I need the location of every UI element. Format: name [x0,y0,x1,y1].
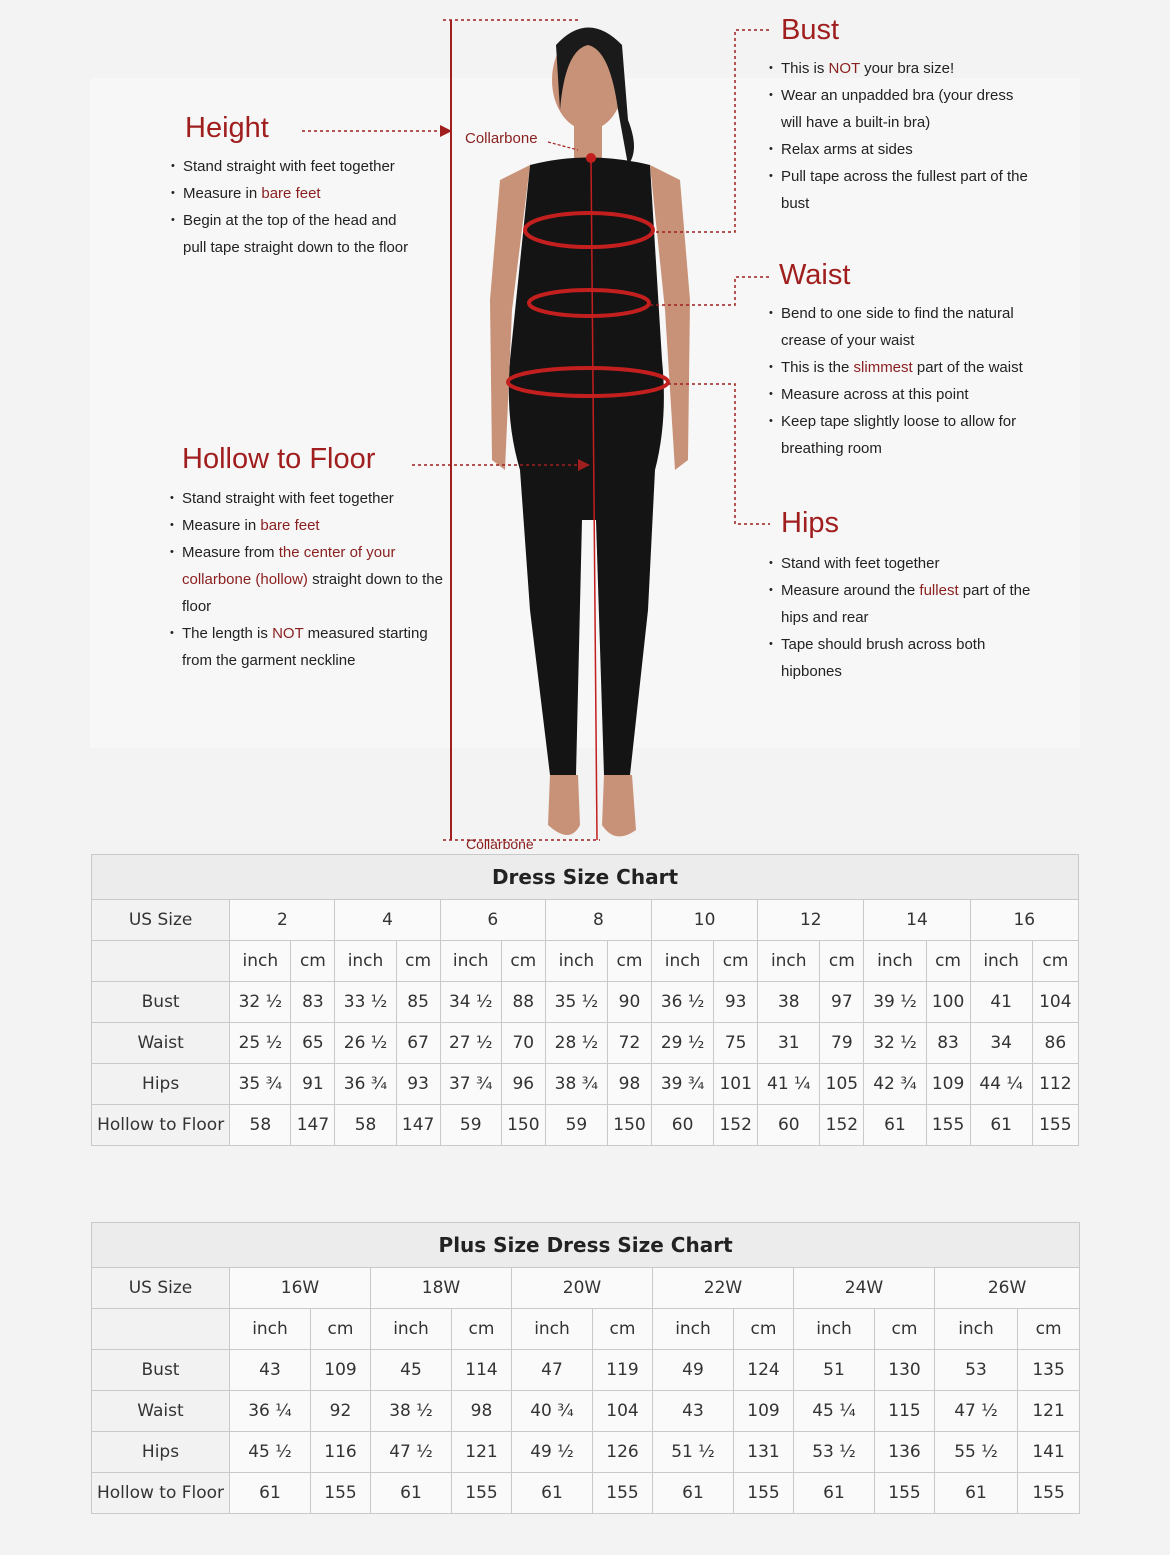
table-cell: 42 ¾ [864,1064,926,1105]
table-cell: 61 [864,1105,926,1146]
table-cell: 61 [230,1473,311,1514]
dress_chart-unit-cm: cm [291,941,335,982]
model-silhouette [490,28,690,837]
waist-notes [769,300,1044,462]
table-cell: 32 ½ [230,982,291,1023]
table-cell: 26 ½ [335,1023,396,1064]
collarbone-label-bottom: Collarbone [466,836,534,852]
table-cell: 47 [512,1350,593,1391]
dress_chart-unit-inch: inch [545,941,607,982]
dress_chart-unit-cm: cm [396,941,440,982]
dress_chart-size-3: 8 [545,900,651,941]
table-cell: 155 [593,1473,653,1514]
dress_chart-row-label: Hips [92,1064,230,1105]
table-cell: 83 [926,1023,970,1064]
bust-note-1: • This is NOT your bra size! [769,55,1034,82]
height-notes [171,153,421,261]
table-cell: 90 [607,982,651,1023]
bust-note-2: • Wear an unpadded bra (your dress will have a built-in bra) [769,82,1034,136]
plus_chart-size-5: 26W [935,1268,1080,1309]
table-cell: 27 ½ [440,1023,501,1064]
dress_chart-size-6: 14 [864,900,970,941]
table-cell: 75 [714,1023,758,1064]
hips-notes [769,550,1034,685]
table-cell: 61 [794,1473,875,1514]
table-cell: 150 [607,1105,651,1146]
table-cell: 155 [311,1473,371,1514]
table-cell: 109 [311,1350,371,1391]
table-row [92,1350,1080,1391]
table-cell: 116 [311,1432,371,1473]
table-cell: 126 [593,1432,653,1473]
table-cell: 60 [758,1105,820,1146]
table-cell: 61 [935,1473,1018,1514]
table-cell: 72 [607,1023,651,1064]
plus_chart-size-2: 20W [512,1268,653,1309]
hips-note-2: • Measure around the fullest part of the hips and rear [769,577,1034,631]
table-cell: 105 [820,1064,864,1105]
table-cell: 152 [820,1105,864,1146]
dress_chart-unit-cm: cm [926,941,970,982]
table-cell: 45 ½ [230,1432,311,1473]
plus_chart-unit-inch: inch [935,1309,1018,1350]
table-row [92,1391,1080,1432]
plus_chart-size-0: 16W [230,1268,371,1309]
table-cell: 34 ½ [440,982,501,1023]
table-cell: 130 [875,1350,935,1391]
dress_chart-size-1: 4 [335,900,440,941]
table-cell: 98 [607,1064,651,1105]
plus-size-table [91,1222,1080,1514]
height-note-2: • Measure in bare feet [171,180,421,207]
dress_chart-title: Dress Size Chart [92,855,1079,900]
table-cell: 51 [794,1350,875,1391]
table-cell: 115 [875,1391,935,1432]
waist-note-3: • Measure across at this point [769,381,1044,408]
plus_chart-size-1: 18W [371,1268,512,1309]
table-cell: 51 ½ [653,1432,734,1473]
plus_chart-unit-inch: inch [653,1309,734,1350]
dress_chart-unit-corner [92,941,230,982]
plus_chart-row-label: Hollow to Floor [92,1473,230,1514]
table-cell: 25 ½ [230,1023,291,1064]
table-cell: 40 ¾ [512,1391,593,1432]
table-cell: 124 [734,1350,794,1391]
table-cell: 147 [396,1105,440,1146]
table-cell: 65 [291,1023,335,1064]
table-row [92,1064,1079,1105]
bust-notes [769,55,1034,217]
bust-note-4: • Pull tape across the fullest part of the bust [769,163,1034,217]
table-cell: 141 [1018,1432,1080,1473]
plus_chart-unit-cm: cm [1018,1309,1080,1350]
table-cell: 35 ¾ [230,1064,291,1105]
table-cell: 58 [335,1105,396,1146]
table-cell: 93 [396,1064,440,1105]
dress_chart-row-label: Waist [92,1023,230,1064]
table-cell: 39 ½ [864,982,926,1023]
dress_chart-size-7: 16 [970,900,1078,941]
table-cell: 93 [714,982,758,1023]
table-cell: 31 [758,1023,820,1064]
table-cell: 85 [396,982,440,1023]
table-row [92,982,1079,1023]
table-cell: 79 [820,1023,864,1064]
table-cell: 47 ½ [371,1432,452,1473]
dress_chart-row-label: Hollow to Floor [92,1105,230,1146]
table-cell: 35 ½ [545,982,607,1023]
table-cell: 45 ¼ [794,1391,875,1432]
table-cell: 155 [1032,1105,1078,1146]
waist-note-2: • This is the slimmest part of the waist [769,354,1044,381]
height-title: Height [185,112,269,144]
plus_chart-unit-cm: cm [875,1309,935,1350]
dress-size-table [91,854,1079,1146]
dress_chart-unit-inch: inch [758,941,820,982]
plus_chart-unit-inch: inch [794,1309,875,1350]
table-cell: 59 [545,1105,607,1146]
table-cell: 152 [714,1105,758,1146]
table-cell: 67 [396,1023,440,1064]
table-cell: 97 [820,982,864,1023]
table-cell: 59 [440,1105,501,1146]
table-cell: 92 [311,1391,371,1432]
plus_chart-row-label: Bust [92,1350,230,1391]
table-cell: 37 ¾ [440,1064,501,1105]
table-cell: 88 [501,982,545,1023]
table-cell: 114 [452,1350,512,1391]
waist-title: Waist [779,259,851,291]
dress_chart-unit-inch: inch [970,941,1032,982]
hips-title: Hips [781,507,840,539]
table-cell: 61 [371,1473,452,1514]
table-cell: 86 [1032,1023,1078,1064]
table-cell: 55 ½ [935,1432,1018,1473]
plus_chart-unit-inch: inch [371,1309,452,1350]
table-cell: 41 ¼ [758,1064,820,1105]
table-cell: 61 [512,1473,593,1514]
table-cell: 38 ¾ [545,1064,607,1105]
table-cell: 49 ½ [512,1432,593,1473]
table-cell: 41 [970,982,1032,1023]
table-cell: 121 [452,1432,512,1473]
dress_chart-unit-inch: inch [440,941,501,982]
dress_chart-size-2: 6 [440,900,545,941]
table-cell: 112 [1032,1064,1078,1105]
dress_chart-unit-inch: inch [335,941,396,982]
table-cell: 131 [734,1432,794,1473]
table-cell: 83 [291,982,335,1023]
table-cell: 38 ½ [371,1391,452,1432]
table-cell: 109 [734,1391,794,1432]
table-cell: 155 [926,1105,970,1146]
waist-note-1: • Bend to one side to find the natural crease of your waist [769,300,1044,354]
table-cell: 61 [653,1473,734,1514]
dress_chart-size-4: 10 [652,900,758,941]
plus_chart-unit-cm: cm [311,1309,371,1350]
table-cell: 36 ¼ [230,1391,311,1432]
dress_chart-unit-inch: inch [230,941,291,982]
plus_chart-unit-inch: inch [230,1309,311,1350]
table-cell: 39 ¾ [652,1064,714,1105]
dress_chart-unit-cm: cm [501,941,545,982]
table-cell: 119 [593,1350,653,1391]
table-cell: 155 [452,1473,512,1514]
table-cell: 155 [875,1473,935,1514]
table-cell: 53 [935,1350,1018,1391]
plus_chart-row-label: Hips [92,1432,230,1473]
hollow-title: Hollow to Floor [182,443,376,475]
plus_chart-size-4: 24W [794,1268,935,1309]
table-cell: 44 ¼ [970,1064,1032,1105]
dress_chart-unit-cm: cm [607,941,651,982]
height-note-3: • Begin at the top of the head and pull tape straight down to the floor [171,207,421,261]
plus_chart-unit-inch: inch [512,1309,593,1350]
table-cell: 36 ¾ [335,1064,396,1105]
table-cell: 58 [230,1105,291,1146]
hollow-note-2: • Measure in bare feet [170,512,445,539]
dress_chart-unit-cm: cm [714,941,758,982]
hips-note-1: • Stand with feet together [769,550,1034,577]
table-cell: 96 [501,1064,545,1105]
waist-note-4: • Keep tape slightly loose to allow for breathing room [769,408,1044,462]
plus_chart-unit-cm: cm [593,1309,653,1350]
plus_chart-size-3: 22W [653,1268,794,1309]
table-cell: 36 ½ [652,982,714,1023]
table-cell: 53 ½ [794,1432,875,1473]
collarbone-label: Collarbone [465,130,538,147]
table-cell: 147 [291,1105,335,1146]
table-cell: 135 [1018,1350,1080,1391]
dress_chart-unit-inch: inch [864,941,926,982]
plus_chart-unit-corner [92,1309,230,1350]
table-cell: 98 [452,1391,512,1432]
bust-title: Bust [781,14,840,46]
dress_chart-unit-inch: inch [652,941,714,982]
table-cell: 47 ½ [935,1391,1018,1432]
plus_chart-size-header: US Size [92,1268,230,1309]
hollow-notes [170,485,445,674]
table-row [92,1023,1079,1064]
hips-note-3: • Tape should brush across both hipbones [769,631,1034,685]
table-cell: 109 [926,1064,970,1105]
table-row [92,1473,1080,1514]
hollow-note-4: • The length is NOT measured starting from the garment neckline [170,620,445,674]
table-cell: 49 [653,1350,734,1391]
table-cell: 29 ½ [652,1023,714,1064]
dress_chart-size-0: 2 [230,900,335,941]
table-cell: 34 [970,1023,1032,1064]
table-cell: 121 [1018,1391,1080,1432]
bust-note-3: • Relax arms at sides [769,136,1034,163]
table-cell: 43 [230,1350,311,1391]
height-note-1: • Stand straight with feet together [171,153,421,180]
table-cell: 32 ½ [864,1023,926,1064]
table-row [92,1432,1080,1473]
plus_chart-unit-cm: cm [734,1309,794,1350]
plus_chart-unit-cm: cm [452,1309,512,1350]
table-cell: 155 [1018,1473,1080,1514]
table-cell: 100 [926,982,970,1023]
dress_chart-unit-cm: cm [820,941,864,982]
table-cell: 136 [875,1432,935,1473]
table-row [92,1105,1079,1146]
dress_chart-unit-cm: cm [1032,941,1078,982]
hollow-note-3: • Measure from the center of your collarbone (hollow) straight down to the floor [170,539,445,620]
dress_chart-size-5: 12 [758,900,864,941]
hollow-note-1: • Stand straight with feet together [170,485,445,512]
dress_chart-row-label: Bust [92,982,230,1023]
table-cell: 61 [970,1105,1032,1146]
table-cell: 70 [501,1023,545,1064]
table-cell: 33 ½ [335,982,396,1023]
table-cell: 150 [501,1105,545,1146]
plus_chart-title: Plus Size Dress Size Chart [92,1223,1080,1268]
dress_chart-size-header: US Size [92,900,230,941]
plus_chart-row-label: Waist [92,1391,230,1432]
table-cell: 155 [734,1473,794,1514]
table-cell: 104 [1032,982,1078,1023]
table-cell: 104 [593,1391,653,1432]
table-cell: 28 ½ [545,1023,607,1064]
table-cell: 43 [653,1391,734,1432]
table-cell: 60 [652,1105,714,1146]
table-cell: 45 [371,1350,452,1391]
table-cell: 101 [714,1064,758,1105]
table-cell: 91 [291,1064,335,1105]
table-cell: 38 [758,982,820,1023]
